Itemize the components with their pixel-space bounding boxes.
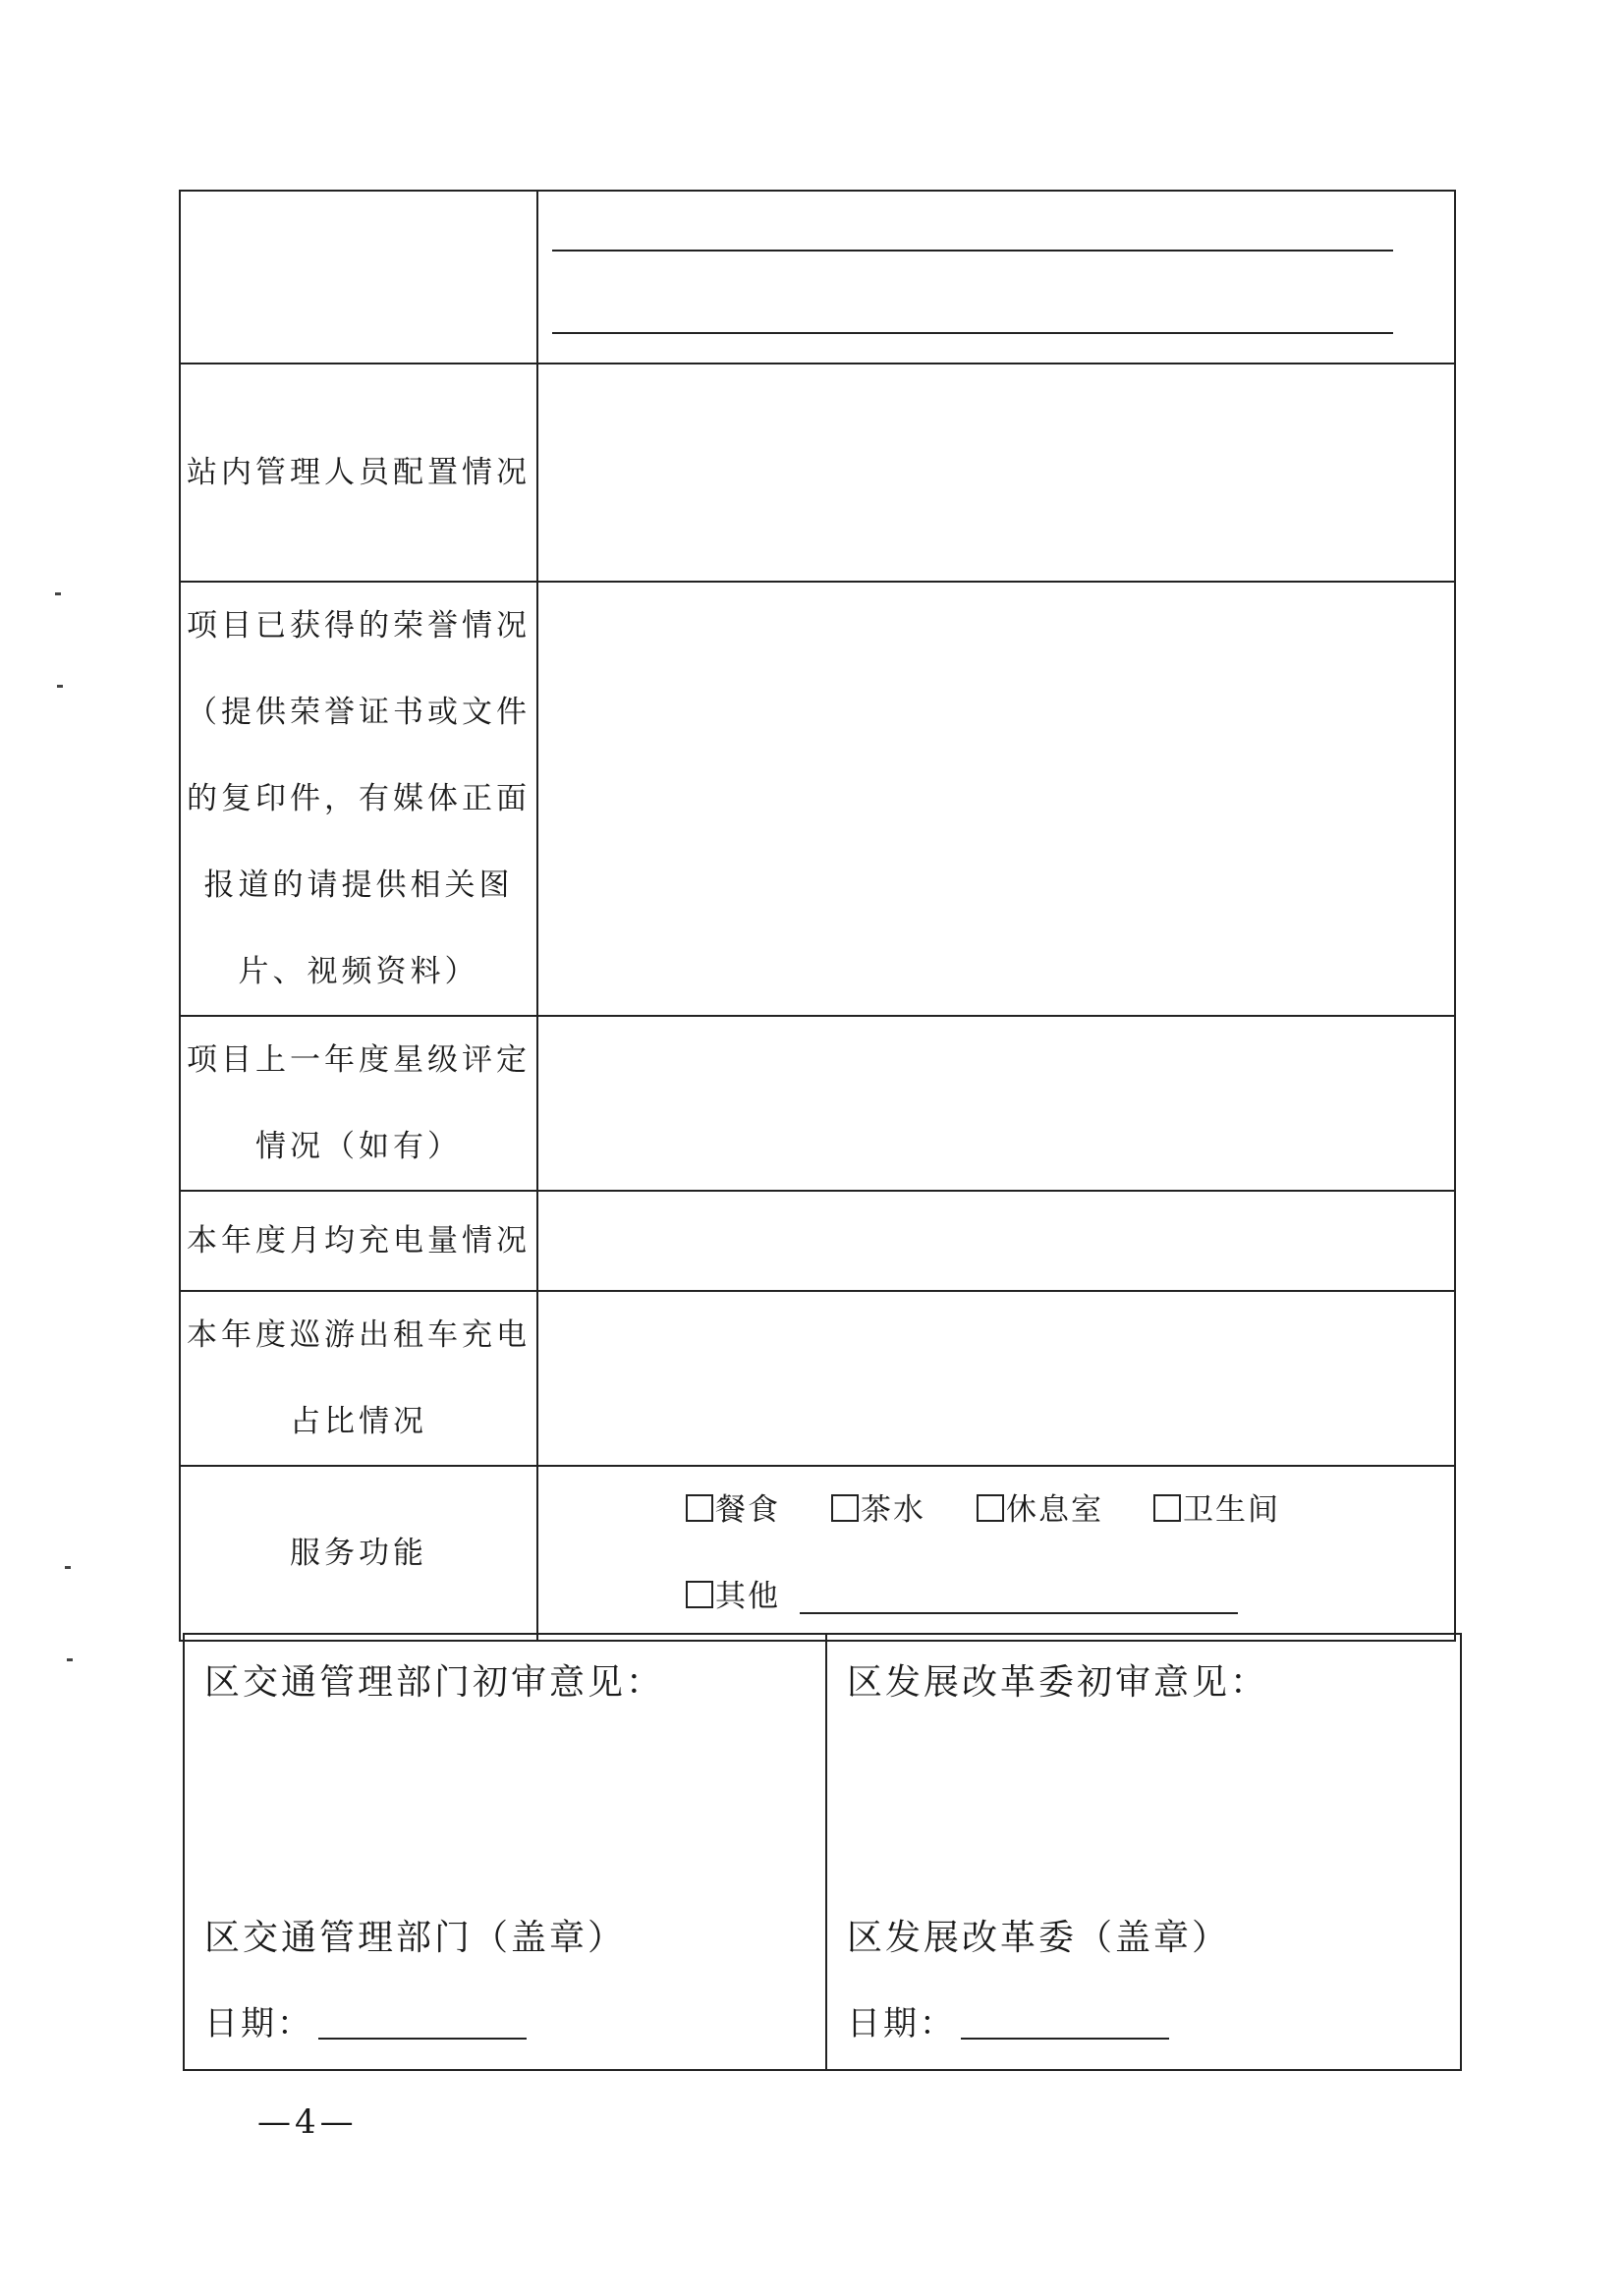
- scan-margin-mark: [67, 1658, 73, 1661]
- page-number: —4—: [257, 2102, 358, 2142]
- star-rating-label-line: 情况（如有）: [255, 1129, 462, 1164]
- services-label: [180, 1466, 537, 1641]
- monthly-charge-label-text: 本年度月均充电量情况: [187, 1223, 531, 1259]
- service-option-tea[interactable]: [831, 1467, 925, 1553]
- services-row: [538, 1467, 1454, 1553]
- taxi-share-label-line: 本年度巡游出租车充电: [187, 1317, 531, 1353]
- honors-label-line: （提供荣誉证书或文件: [187, 695, 531, 730]
- service-option-meals[interactable]: [686, 1467, 780, 1553]
- monthly-charge-label: [180, 1191, 537, 1291]
- service-option-lounge[interactable]: [977, 1467, 1103, 1553]
- table-row: [180, 1191, 1455, 1291]
- honors-label-line: 的复印件，有媒体正面: [187, 781, 531, 816]
- ndrc-date-label: 日期：: [847, 2004, 956, 2043]
- ndrc-opinion-title: 区发展改革委初审意见：: [847, 1662, 1269, 1703]
- services-options-cell: [537, 1466, 1455, 1641]
- scan-margin-mark: [65, 1566, 71, 1569]
- services-label-text: 服务功能: [290, 1536, 427, 1571]
- honors-value[interactable]: [537, 582, 1455, 1016]
- staffing-label: [180, 364, 537, 582]
- fill-line-row: [538, 193, 1454, 277]
- star-rating-value[interactable]: [537, 1016, 1455, 1191]
- transport-date-label: 日期：: [204, 2004, 313, 2043]
- checkbox-icon[interactable]: [686, 1494, 713, 1522]
- monthly-charge-value[interactable]: [537, 1191, 1455, 1291]
- honors-label-line: 片、视频资料）: [238, 954, 479, 989]
- scan-margin-mark: [57, 685, 63, 688]
- service-option-other[interactable]: [686, 1553, 780, 1640]
- table-row: [180, 191, 1455, 364]
- service-option-label: 其他: [715, 1579, 780, 1614]
- table-row: [180, 1466, 1455, 1641]
- transport-date-line[interactable]: [318, 2038, 527, 2040]
- ndrc-opinion[interactable]: [826, 1634, 1461, 2070]
- honors-label: [180, 582, 537, 1016]
- table-row: [180, 582, 1455, 1016]
- honors-label-line: 项目已获得的荣誉情况: [187, 608, 531, 644]
- fill-line-row: [538, 277, 1454, 362]
- honors-label-line: 报道的请提供相关图: [203, 868, 514, 903]
- continued-lines-cell: [537, 191, 1455, 364]
- staffing-label-text: 站内管理人员配置情况: [187, 455, 531, 490]
- fill-line: [552, 332, 1393, 334]
- transport-stamp-label: 区交通管理部门（盖章）: [204, 1918, 627, 1958]
- star-rating-label: [180, 1016, 537, 1191]
- review-opinions-table: [183, 1633, 1462, 2071]
- fill-line: [552, 250, 1393, 252]
- transport-dept-opinion[interactable]: [184, 1634, 826, 2070]
- ndrc-stamp-label: 区发展改革委（盖章）: [847, 1918, 1231, 1958]
- staffing-value[interactable]: [537, 364, 1455, 582]
- taxi-share-value[interactable]: [537, 1291, 1455, 1466]
- services-row: [538, 1553, 1454, 1640]
- blank-label-cell: [180, 191, 537, 364]
- scan-margin-mark: [55, 592, 61, 595]
- checkbox-icon[interactable]: [1153, 1494, 1181, 1522]
- table-row: [180, 1291, 1455, 1466]
- taxi-share-label: [180, 1291, 537, 1466]
- service-option-label: 卫生间: [1183, 1492, 1280, 1528]
- table-row: [180, 1016, 1455, 1191]
- service-option-restroom[interactable]: [1153, 1467, 1280, 1553]
- star-rating-label-line: 项目上一年度星级评定: [187, 1042, 531, 1078]
- checkbox-icon[interactable]: [686, 1581, 713, 1608]
- service-option-label: 休息室: [1006, 1492, 1103, 1528]
- service-option-label: 茶水: [861, 1492, 925, 1528]
- service-option-label: 餐食: [715, 1492, 780, 1528]
- ndrc-date-line[interactable]: [961, 2038, 1169, 2040]
- application-form-table: [179, 190, 1456, 1642]
- table-row: [184, 1634, 1461, 2070]
- transport-opinion-title: 区交通管理部门初审意见：: [204, 1662, 665, 1703]
- checkbox-icon[interactable]: [831, 1494, 859, 1522]
- taxi-share-label-line: 占比情况: [290, 1404, 427, 1439]
- table-row: [180, 364, 1455, 582]
- checkbox-icon[interactable]: [977, 1494, 1004, 1522]
- other-fill-line[interactable]: [800, 1612, 1238, 1614]
